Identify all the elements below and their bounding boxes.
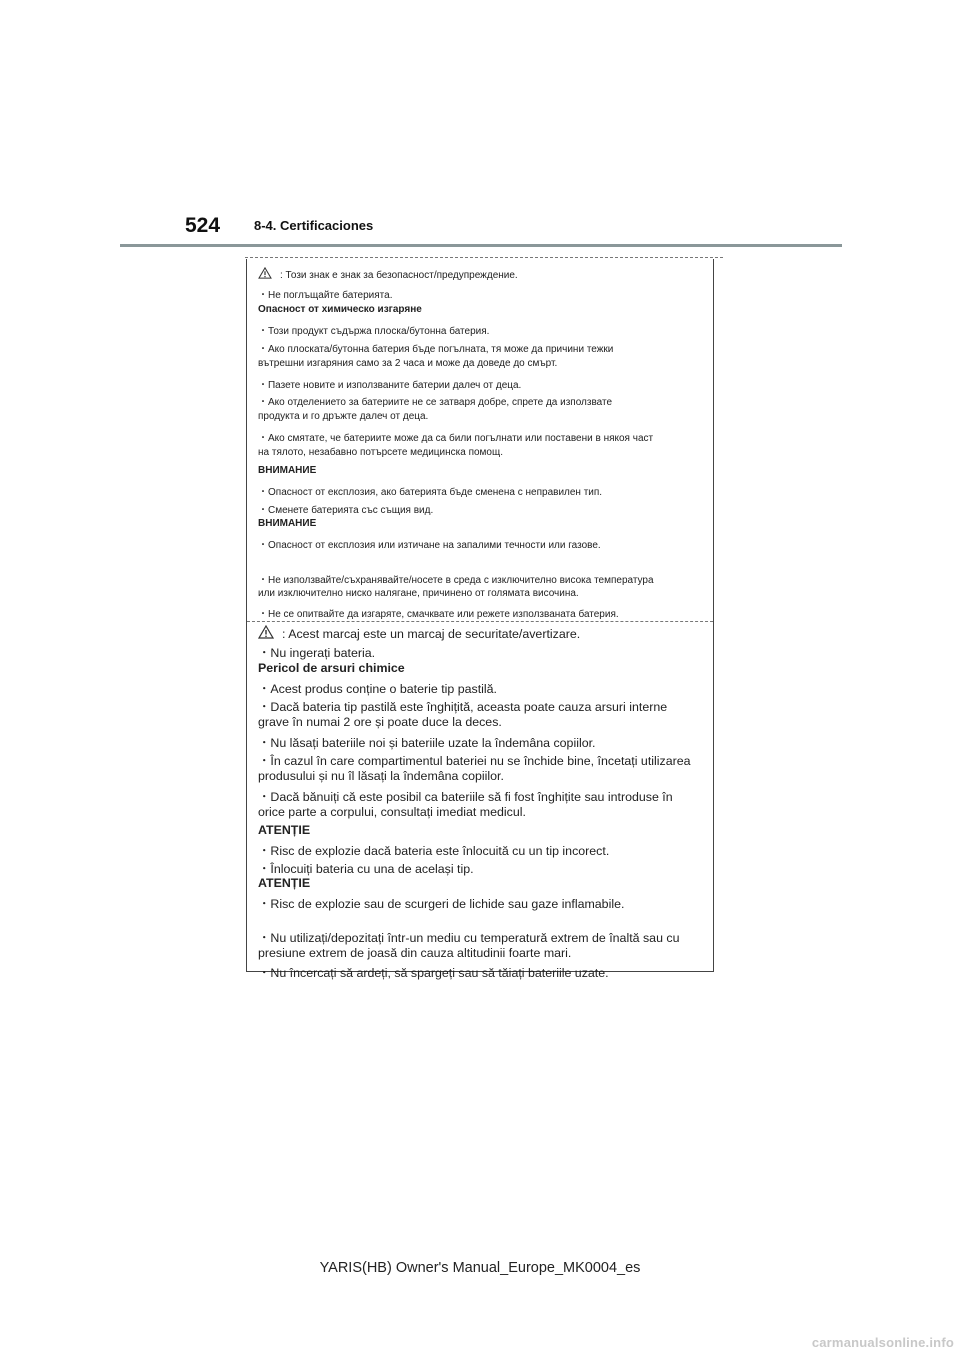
ro-line: ・Risc de explozie dacă bateria este înlocuită cu un tip incorect. [258, 844, 610, 858]
ro-line: ・Nu încercați să ardeți, să spargeți sau să tăiați bateriile uzate. [258, 966, 609, 980]
ro-line: ・Acest produs conține o baterie tip pastilă. [258, 682, 497, 696]
bg-heading: ВНИМАНИЕ [258, 465, 317, 476]
header-divider [120, 244, 842, 247]
ro-line: orice parte a corpului, consultați imediat medicul. [258, 805, 526, 819]
bg-line: ・Опасност от експлозия, ако батерията бъде сменена с неправилен тип. [258, 487, 603, 498]
bg-symbol-text: : Този знак е знак за безопасност/предупреждение. [280, 270, 518, 281]
ro-line: ・Risc de explozie sau de scurgeri de lichide sau gaze inflamabile. [258, 897, 625, 911]
ro-line: ・Înlocuiți bateria cu una de același tip. [258, 862, 474, 876]
bg-line: ・Не се опитвайте да изгаряте, смачквате или режете използваната батерия. [258, 609, 619, 620]
ro-line: ・Nu ingerați bateria. [258, 646, 376, 660]
page-header [0, 0, 960, 250]
romanian-notice [247, 622, 713, 980]
section-title: 8-4. Certificaciones [254, 218, 374, 233]
bulgarian-notice [247, 259, 713, 622]
ro-line: produsului și nu îl lăsați la îndemâna copiilor. [258, 769, 504, 783]
bg-line: ・Пазете новите и използваните батерии далеч от деца. [258, 380, 522, 391]
ro-symbol-text: : Acest marcaj este un marcaj de securitate/avertizare. [282, 627, 581, 641]
manual-footer: YARIS(HB) Owner's Manual_Europe_MK0004_es [319, 1260, 641, 1276]
bg-heading: ВНИМАНИЕ [258, 518, 317, 529]
bg-line: вътрешни изгаряния само за 2 часа и може да доведе до смърт. [258, 358, 558, 369]
bg-line: ・Този продукт съдържа плоска/бутонна батерия. [258, 326, 490, 337]
battery-safety-notice [246, 259, 714, 980]
page-number: 524 [185, 214, 221, 237]
bg-line: продукта и го дръжте далеч от деца. [258, 411, 429, 422]
bg-line: ・Сменете батерията със същия вид. [258, 505, 434, 516]
ro-symbol-note [258, 625, 580, 641]
ro-heading: Pericol de arsuri chimice [258, 661, 405, 675]
ro-line: ・Dacă bateria tip pastilă este înghițită, aceasta poate cauza arsuri interne [258, 700, 668, 714]
bg-line: ・Не поглъщайте батерията. [258, 290, 393, 301]
ro-line: ・Nu lăsați bateriile noi și bateriile uzate la îndemâna copiilor. [258, 736, 596, 750]
bg-symbol-note [258, 267, 518, 281]
ro-heading: ATENȚIE [258, 823, 311, 837]
bg-heading: Опасност от химическо изгаряне [258, 304, 422, 315]
warning-triangle-icon [258, 625, 274, 639]
bg-line: ・Ако плоската/бутонна батерия бъде погълната, тя може да причини тежки [258, 344, 614, 355]
bg-line: ・Не използвайте/съхранявайте/носете в среда с изключително висока температура [258, 575, 654, 586]
bg-line: или изключително ниско налягане, причинено от голямата височина. [258, 588, 579, 599]
ro-line: ・În cazul în care compartimentul bateriei nu se închide bine, încetați utilizarea [258, 754, 691, 768]
bg-line: на тялото, незабавно потърсете медицинска помощ. [258, 447, 503, 458]
site-watermark: carmanualsonline.info [811, 1335, 954, 1350]
ro-heading: ATENȚIE [258, 876, 311, 890]
bg-line: ・Ако смятате, че батериите може да са били погълнати или поставени в някоя част [258, 433, 654, 444]
bg-line: ・Опасност от експлозия или изтичане на запалими течности или газове. [258, 540, 601, 551]
warning-triangle-icon [258, 267, 272, 279]
ro-line: ・Nu utilizați/depozitați într-un mediu cu temperatură extrem de înaltă sau cu [258, 931, 680, 945]
bg-line: ・Ако отделението за батериите не се затваря добре, спрете да използвате [258, 397, 613, 408]
ro-line: ・Dacă bănuiți că este posibil ca bateriile să fi fost înghițite sau introduse în [258, 790, 673, 804]
ro-line: presiune extrem de joasă din cauza altitudinii foarte mari. [258, 946, 572, 960]
ro-line: grave în numai 2 ore și poate duce la deces. [258, 715, 502, 729]
